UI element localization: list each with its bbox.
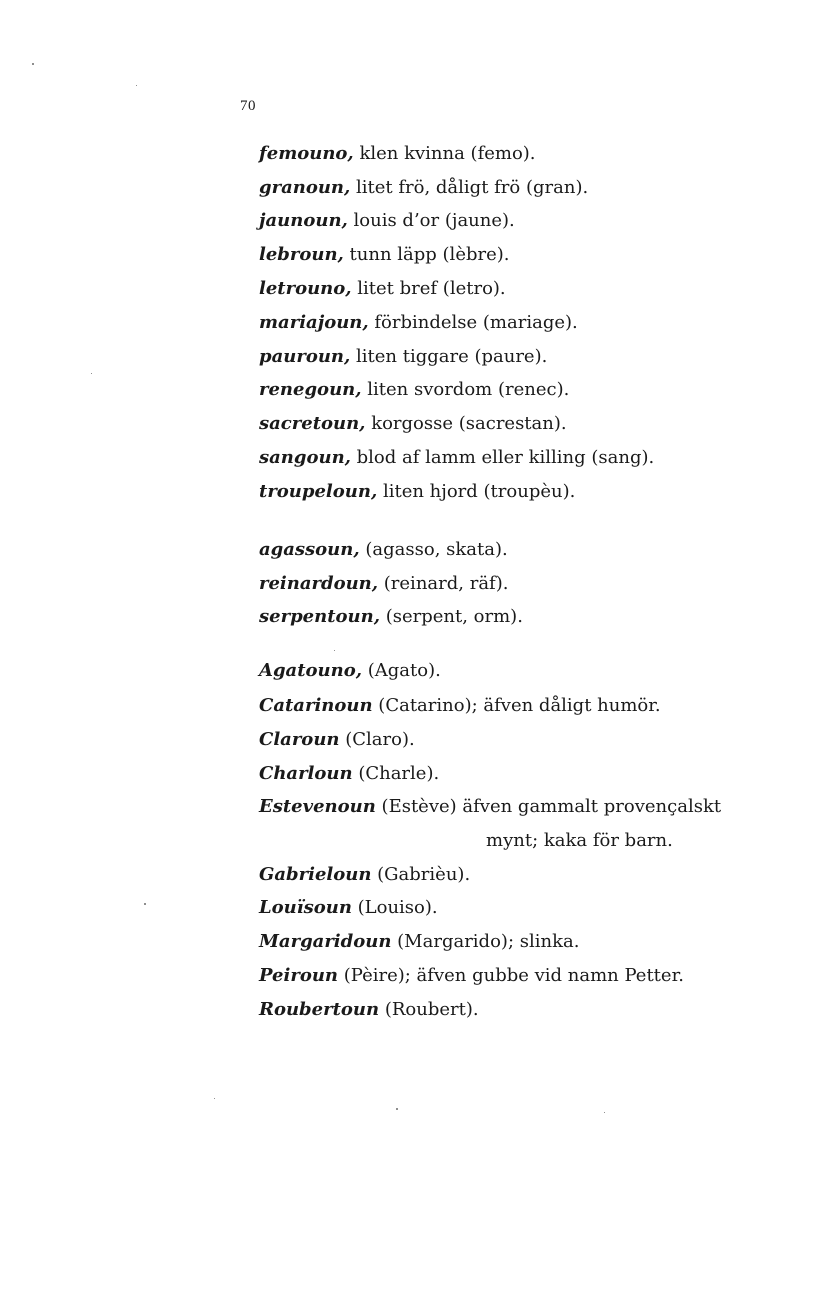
entry-term: lebroun, <box>259 244 344 265</box>
scan-speck <box>214 1098 215 1099</box>
entry-term: jaunoun, <box>259 210 348 231</box>
entry-term: troupeloun, <box>259 481 378 502</box>
entry-peiroun <box>259 965 684 987</box>
entry-renegoun <box>259 379 569 401</box>
scan-speck <box>91 373 92 374</box>
entry-term: femouno, <box>259 143 354 164</box>
entry-definition: liten hjord (troupèu). <box>382 481 576 502</box>
entry-definition: (serpent, orm). <box>385 606 523 627</box>
entry-term: sangoun, <box>259 447 351 468</box>
entry-definition: (Estève) äfven gammalt provençalskt <box>381 796 722 817</box>
entry-definition: blod af lamm eller killing (sang). <box>356 447 655 468</box>
entry-definition: louis d’or (jaune). <box>353 210 515 231</box>
entry-gabrieloun <box>259 864 470 886</box>
scan-speck <box>144 903 146 905</box>
entry-agatouno <box>259 660 441 682</box>
entry-term: renegoun, <box>259 379 362 400</box>
entry-term: pauroun, <box>259 346 351 367</box>
entry-definition: korgosse (sacrestan). <box>371 413 567 434</box>
entry-definition: litet frö, dåligt frö (gran). <box>356 177 589 198</box>
entry-sacretoun <box>259 413 567 435</box>
entry-granoun <box>259 177 588 199</box>
entry-term: Louïsoun <box>259 897 352 918</box>
entry-definition: (Louiso). <box>357 897 438 918</box>
scan-speck <box>396 1108 398 1110</box>
entry-reinardoun <box>259 573 508 595</box>
page-number: 70 <box>240 98 256 114</box>
entry-term: mariajoun, <box>259 312 369 333</box>
entry-charloun <box>259 763 439 785</box>
entry-definition: klen kvinna (femo). <box>359 143 536 164</box>
entry-term: sacretoun, <box>259 413 366 434</box>
entry-term: letrouno, <box>259 278 352 299</box>
entry-term: Roubertoun <box>259 999 380 1020</box>
entry-serpentoun <box>259 606 523 628</box>
entry-definition: liten tiggare (paure). <box>356 346 548 367</box>
scan-speck <box>136 85 137 86</box>
entry-term: agassoun, <box>259 539 360 560</box>
entry-term: Claroun <box>259 729 340 750</box>
entry-letrouno <box>259 278 506 300</box>
entry-sangoun <box>259 447 654 469</box>
entry-term: Peiroun <box>259 965 339 986</box>
entry-definition: (Pèire); äfven gubbe vid namn Petter. <box>343 965 684 986</box>
entry-definition: (Roubert). <box>384 999 479 1020</box>
entry-definition: litet bref (letro). <box>357 278 506 299</box>
entry-definition: liten svordom (renec). <box>367 379 570 400</box>
entry-troupeloun <box>259 481 575 503</box>
entry-mariajoun <box>259 312 578 334</box>
entry-term: Gabrieloun <box>259 864 372 885</box>
entry-term: Charloun <box>259 763 353 784</box>
entry-femouno <box>259 143 536 165</box>
entry-definition: (Margarido); slinka. <box>397 931 580 952</box>
entry-definition: (agasso, skata). <box>365 539 508 560</box>
entry-term: reinardoun, <box>259 573 379 594</box>
entry-estevenoun <box>259 796 721 818</box>
entry-term: Catarinoun <box>259 695 373 716</box>
entry-margaridoun <box>259 931 579 953</box>
scan-speck <box>604 1112 605 1113</box>
entry-louisoun <box>259 897 438 919</box>
entry-term: Estevenoun <box>259 796 376 817</box>
entry-definition: (Charle). <box>358 763 440 784</box>
entry-term: Agatouno, <box>259 660 362 681</box>
entry-definition: (Gabrièu). <box>377 864 471 885</box>
entry-catarinoun <box>259 695 661 717</box>
entry-term: granoun, <box>259 177 351 198</box>
scan-speck <box>32 63 34 65</box>
entry-definition: (Claro). <box>345 729 415 750</box>
entry-term: serpentoun, <box>259 606 380 627</box>
entry-lebroun <box>259 244 510 266</box>
entry-definition: (reinard, räf). <box>383 573 509 594</box>
entry-term: Margaridoun <box>259 931 392 952</box>
entry-definition: (Catarino); äfven dåligt humör. <box>378 695 661 716</box>
entry-pauroun <box>259 346 547 368</box>
entry-roubertoun <box>259 999 479 1021</box>
entry-agassoun <box>259 539 508 561</box>
scan-speck <box>334 650 335 651</box>
entry-definition: tunn läpp (lèbre). <box>349 244 510 265</box>
entry-jaunoun <box>259 210 515 232</box>
entry-continuation: mynt; kaka för barn. <box>486 830 673 851</box>
entry-definition: (Agato). <box>367 660 441 681</box>
entry-claroun <box>259 729 415 751</box>
entry-definition: förbindelse (mariage). <box>374 312 578 333</box>
